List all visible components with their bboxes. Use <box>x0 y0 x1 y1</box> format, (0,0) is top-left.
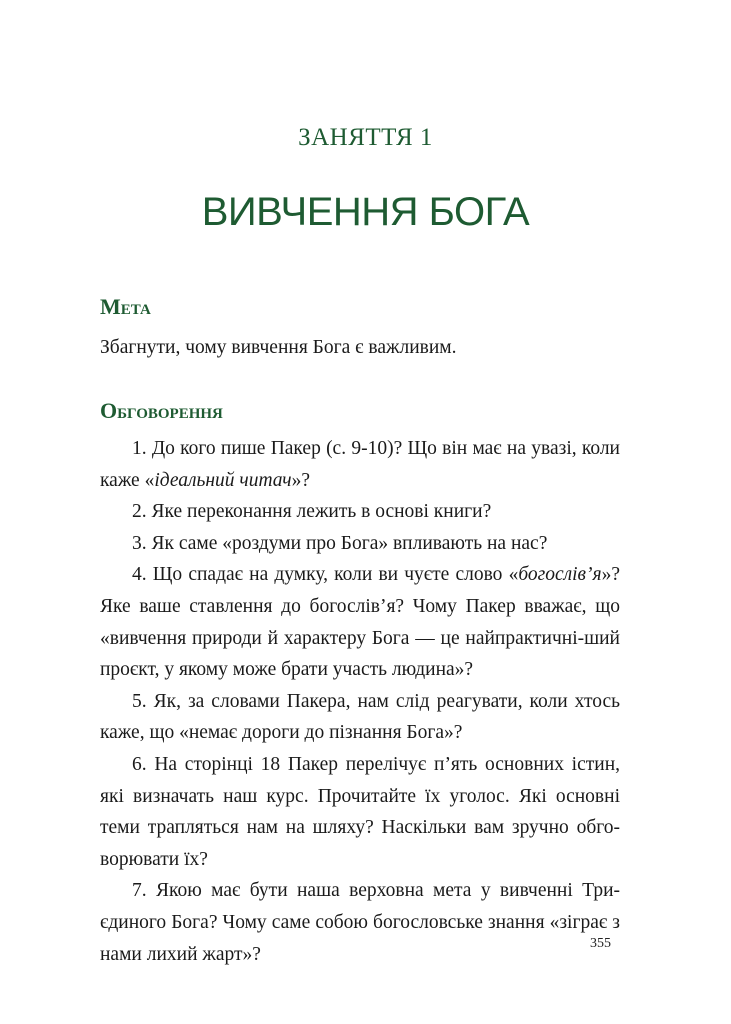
question-4 <box>100 559 620 685</box>
question-2: 2. Яке переконання лежить в основі книги? <box>132 501 492 523</box>
discussion-heading: Обговорення <box>100 398 223 423</box>
question-1-end: »? <box>291 469 311 491</box>
goal-text: Збагнути, чому вивчення Бога є важливим. <box>100 337 457 358</box>
goal-heading: Мета <box>100 294 151 319</box>
question-1-text: 1. До кого пише Пакер (с. 9-10)? Що він має на увазі, коли каже « <box>100 438 620 491</box>
lesson-label: ЗАНЯТТЯ 1 <box>298 124 433 151</box>
question-7: 7. Якою має бути наша верховна мета у вивченні Три-єдиного Бога? Чому саме собою богословське знання «зіграє з нами лихий жарт»? <box>100 880 620 965</box>
question-3: 3. Як саме «роздуми про Бога» впливають на нас? <box>132 532 548 554</box>
question-4-text: 4. Що спадає на думку, коли ви чуєте слово « <box>132 564 519 586</box>
discussion-questions <box>100 433 620 970</box>
page-number: 355 <box>590 936 611 951</box>
question-6: 6. На сторінці 18 Пакер перелічує п’ять основних істин, які визначать наш курс. Прочитайте їх уголос. Які основні теми трапляться нам на шляху? Наскільки вам зручно обго-ворювати їх? <box>100 753 620 870</box>
question-4-end: »? Яке ваше ставлення до богослів’я? Чому Пакер вважає, що «вивчення природи й характеру Бога — це найпрактичні-ший проєкт, у якому може брати участь людина»? <box>100 564 620 681</box>
question-1 <box>100 433 620 496</box>
page-title: ВИВЧЕННЯ БОГА <box>201 190 530 234</box>
question-1-emphasis: ідеальний читач <box>154 469 292 491</box>
question-5: 5. Як, за словами Пакера, нам слід реагувати, коли хтось каже, що «немає дороги до пізнання Бога»? <box>100 690 620 744</box>
question-4-emphasis: богослів’я <box>518 564 602 586</box>
